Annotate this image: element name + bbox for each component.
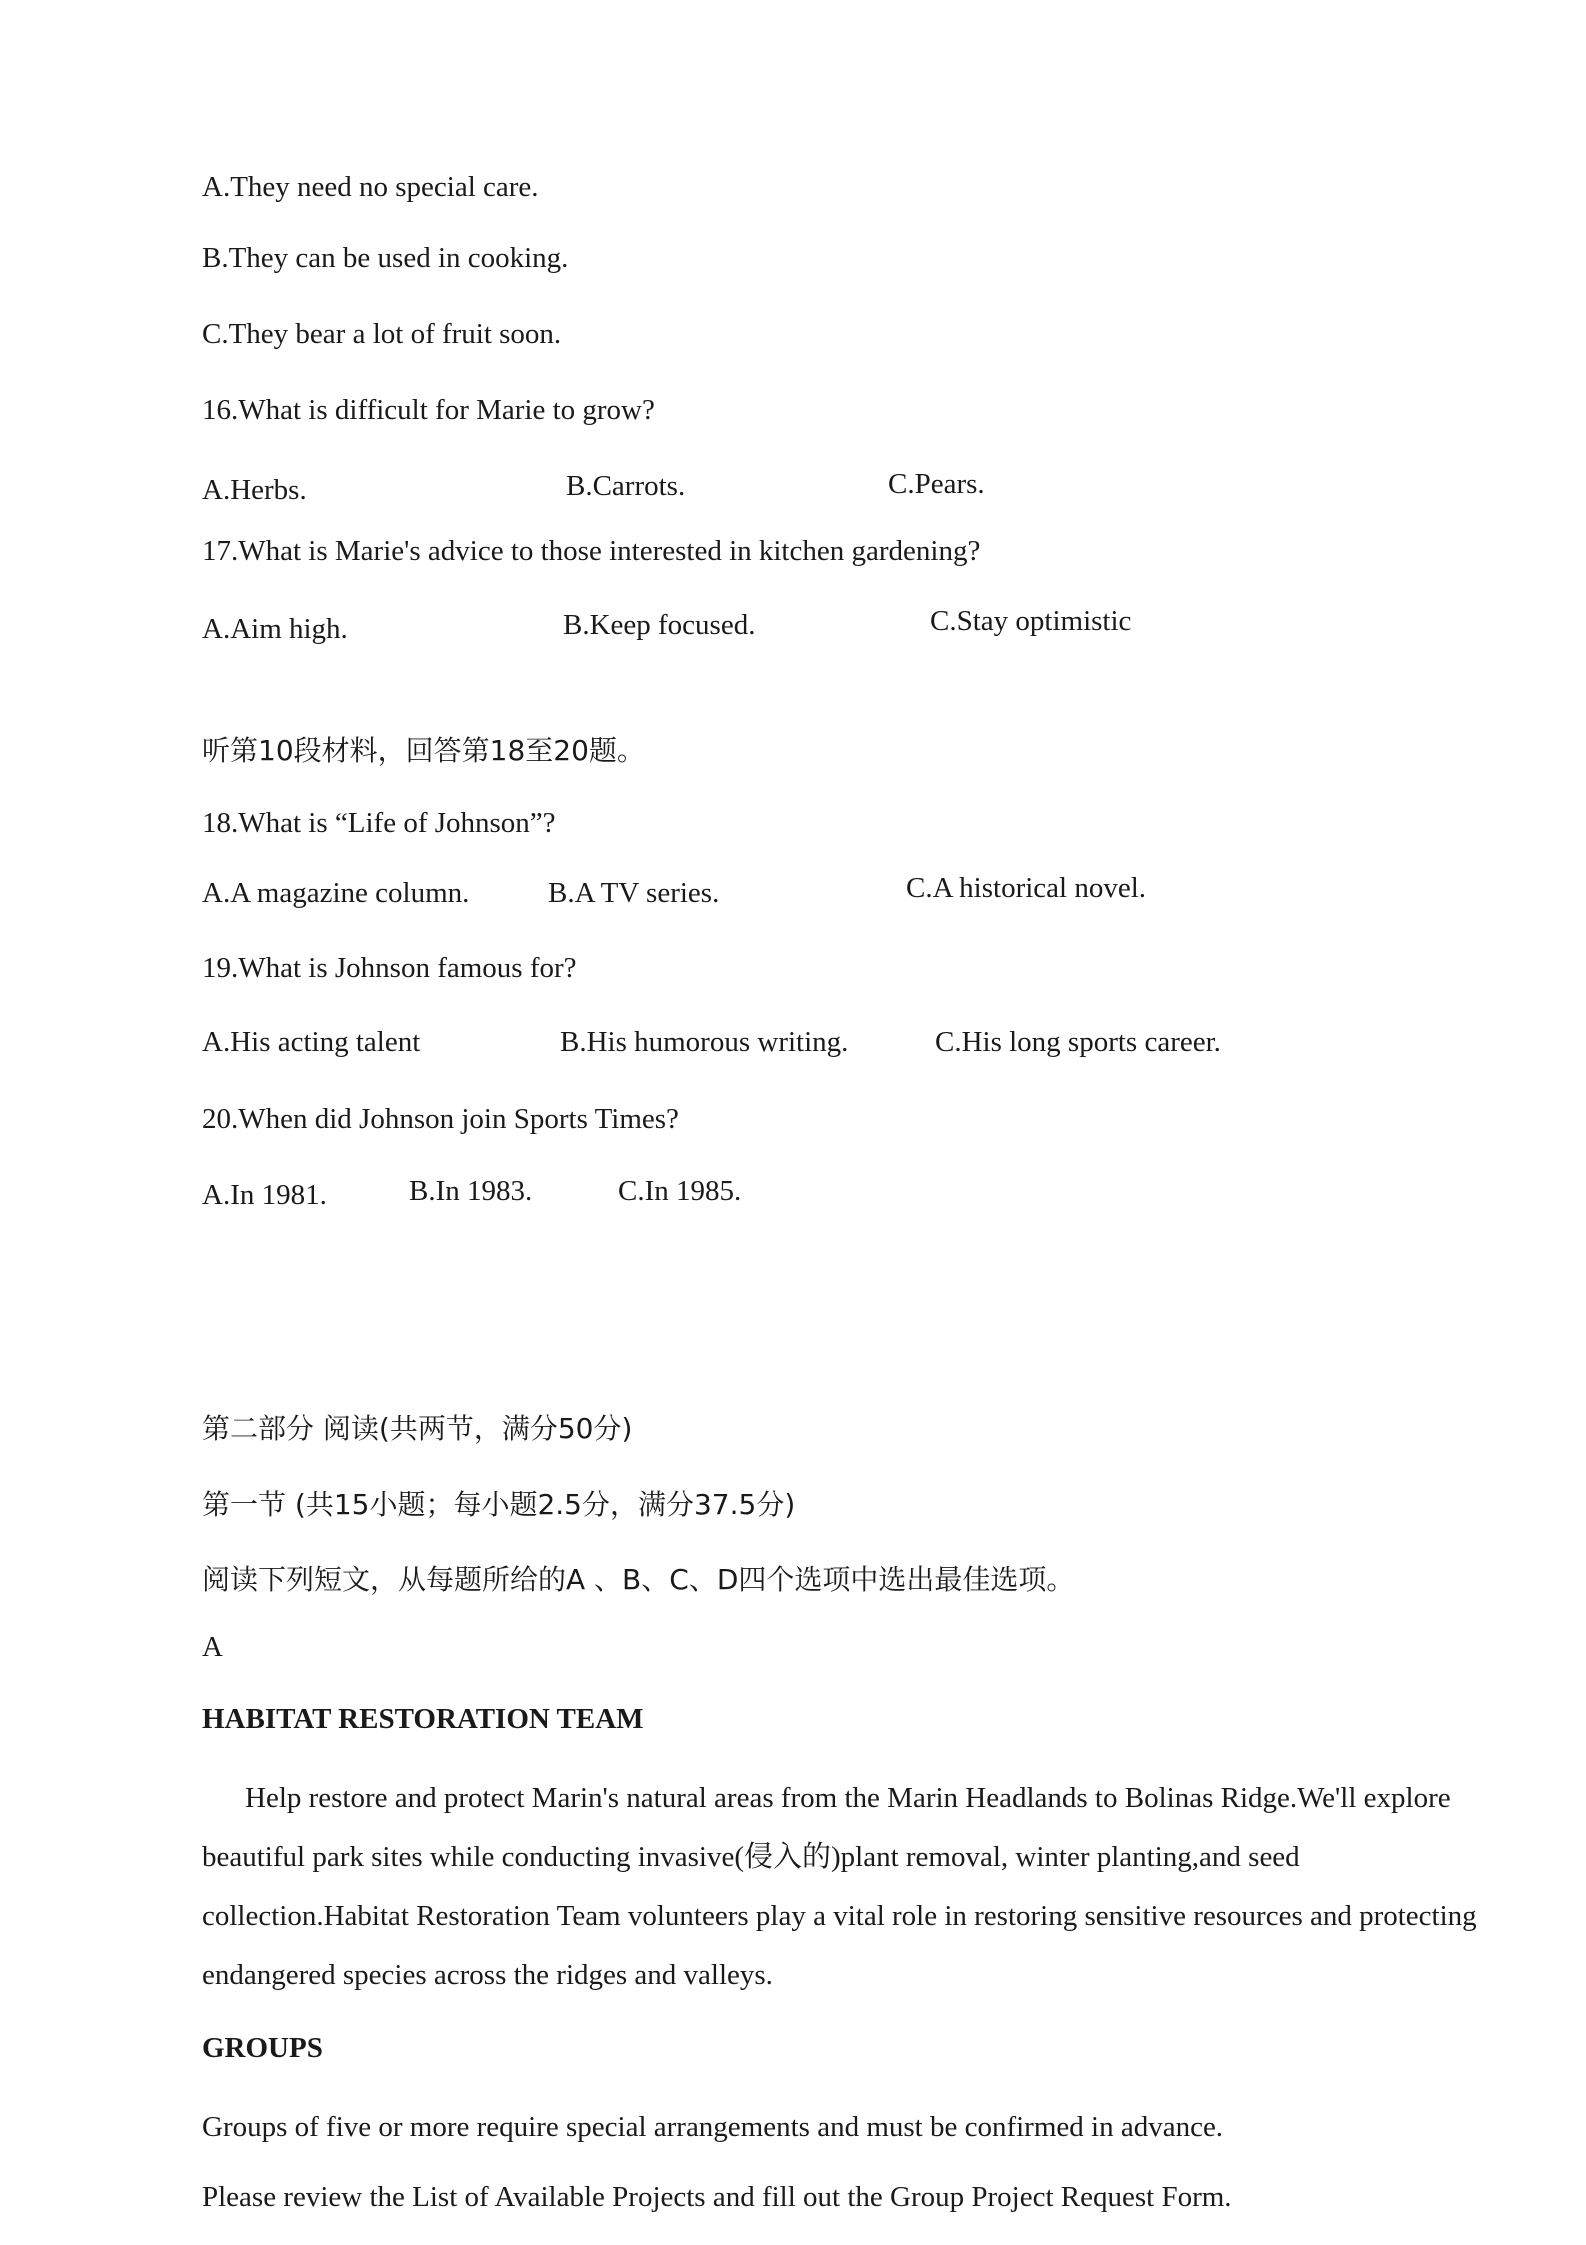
- section10-instruction: 听第10段材料，回答第18至20题。: [202, 734, 645, 767]
- q18-question: 18.What is “Life of Johnson”?: [202, 807, 556, 839]
- groups-title: GROUPS: [202, 2032, 323, 2064]
- part2-heading: 第二部分 阅读(共两节，满分50分): [202, 1412, 633, 1445]
- q16-option-b: B.Carrots.: [566, 470, 686, 502]
- q19-option-a: A.His acting talent: [202, 1026, 421, 1058]
- q15-option-b: B.They can be used in cooking.: [202, 242, 569, 274]
- q19-option-c: C.His long sports career.: [935, 1026, 1221, 1058]
- passage-label: A: [202, 1631, 223, 1663]
- reading-instruction: 阅读下列短文，从每题所给的A 、B、C、D四个选项中选出最佳选项。: [202, 1563, 1075, 1596]
- q20-option-b: B.In 1983.: [409, 1175, 533, 1207]
- groups-line-1: Groups of five or more require special arrangements and must be confirmed in advance.: [202, 2111, 1224, 2143]
- q16-option-c: C.Pears.: [888, 468, 985, 500]
- q16-option-a: A.Herbs.: [202, 474, 307, 506]
- q20-option-a: A.In 1981.: [202, 1179, 327, 1211]
- passage-title: HABITAT RESTORATION TEAM: [202, 1703, 644, 1735]
- q17-option-c: C.Stay optimistic: [930, 605, 1132, 637]
- q15-option-c: C.They bear a lot of fruit soon.: [202, 318, 562, 350]
- q18-option-b: B.A TV series.: [548, 877, 720, 909]
- q16-question: 16.What is difficult for Marie to grow?: [202, 394, 655, 426]
- q15-option-a: A.They need no special care.: [202, 171, 539, 203]
- q19-question: 19.What is Johnson famous for?: [202, 952, 577, 984]
- q17-option-b: B.Keep focused.: [563, 609, 756, 641]
- q20-option-c: C.In 1985.: [618, 1175, 742, 1207]
- section1-heading: 第一节 (共15小题；每小题2.5分，满分37.5分): [202, 1488, 796, 1521]
- q17-question: 17.What is Marie's advice to those interested in kitchen gardening?: [202, 535, 981, 567]
- q18-option-a: A.A magazine column.: [202, 877, 470, 909]
- q19-option-b: B.His humorous writing.: [560, 1026, 849, 1058]
- q17-option-a: A.Aim high.: [202, 613, 348, 645]
- q18-option-c: C.A historical novel.: [906, 872, 1147, 904]
- q20-question: 20.When did Johnson join Sports Times?: [202, 1103, 679, 1135]
- passage-paragraph: Help restore and protect Marin's natural areas from the Marin Headlands to Bolinas Ridge.We'll explore beautiful park sites while conducting invasive(侵入的)plant removal, winter planting,and seed collection.Habitat Restoration Team volunteers play a vital role in restoring sensitive resources and protecting endangered species across the ridges and valleys.: [202, 1782, 1477, 1991]
- groups-line-2: Please review the List of Available Projects and fill out the Group Project Request Form.: [202, 2181, 1232, 2213]
